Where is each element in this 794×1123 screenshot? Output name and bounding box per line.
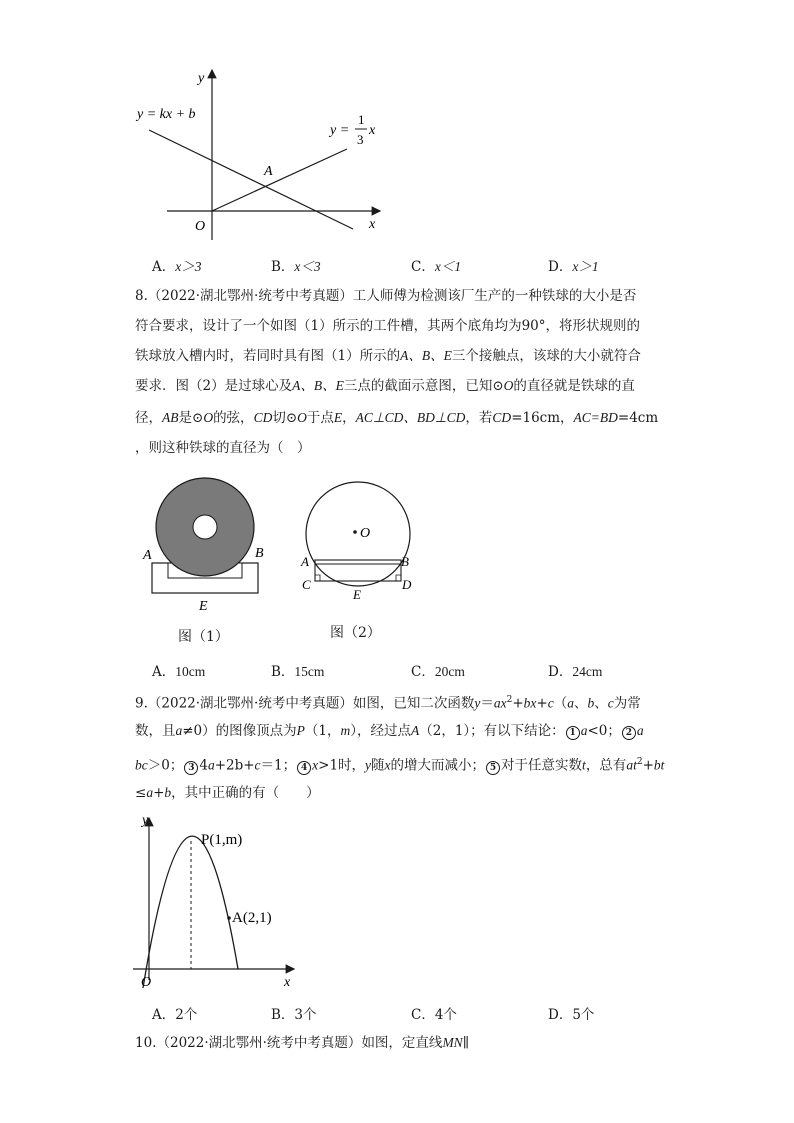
q9-line-4: ≤a+b，其中正确的有（ ） [135, 785, 320, 801]
line-third-x [212, 149, 347, 211]
circled-3: 3 [184, 761, 198, 775]
fig2-label-e: E [353, 587, 361, 602]
point-a-label: A [264, 164, 273, 179]
fig2-label-o: O [360, 526, 371, 541]
q8-line-2: 符合要求，设计了一个如图（1）所示的工件槽，其两个底角均为90°，将形状规则的 [135, 318, 641, 334]
line1-label: y = kx + b [137, 107, 196, 122]
option-a[interactable]: A．2个 [152, 1007, 198, 1023]
q9-line-2: 数，且a≠0）的图像顶点为P（1，m），经过点A（2，1）；有以下结论： 1 a<0； 2 a [135, 723, 644, 739]
y-label: y [142, 813, 149, 828]
option-c[interactable]: C．x＜1 [411, 259, 462, 275]
line2-lhs: y = [330, 123, 350, 138]
option-c[interactable]: C．4个 [411, 1007, 457, 1023]
option-a[interactable]: A．10cm [152, 664, 206, 680]
point-a-label: A(2,1) [232, 910, 272, 926]
x-axis-label: x [369, 217, 376, 232]
q7-graph [125, 62, 395, 247]
x-label: x [284, 975, 291, 990]
option-b[interactable]: B．x＜3 [271, 259, 321, 275]
fig2-label-a: A [301, 554, 309, 569]
parabola [143, 836, 238, 988]
option-a[interactable]: A．x＞3 [152, 259, 202, 275]
fig1-label-a: A [143, 548, 152, 563]
option-d[interactable]: D．x＞1 [548, 259, 599, 275]
q9-line-3: bc＞0； 3 4a+2b+c＝1； 4 x>1时，y随x的增大而减小； 5 对于任意实数t，总有$at^2+bt$ [135, 757, 665, 774]
circled-4: 4 [297, 761, 311, 775]
y-axis-label: y [198, 71, 205, 86]
fig2-label-d: D [402, 577, 412, 592]
q8-line-5: 径，AB是⊙O的弦，CD切⊙O于点E，AC⊥CD、BD⊥CD，若CD=16cm，AC=BD=4cm [135, 410, 659, 426]
line-kx-b [149, 130, 353, 229]
fig2-label-b: B [401, 554, 409, 569]
q8-figure-1 [140, 470, 275, 650]
option-b[interactable]: B．3个 [271, 1007, 317, 1023]
origin-label: O [195, 219, 206, 234]
line2-num: 1 [358, 112, 365, 127]
q8-fig2-caption: 图（2） [330, 625, 381, 641]
origin-label: O [141, 975, 152, 990]
option-d[interactable]: D．24cm [548, 664, 603, 680]
fig1-label-e: E [199, 599, 208, 614]
option-d[interactable]: D．5个 [548, 1007, 595, 1023]
option-c[interactable]: C．20cm [411, 664, 465, 680]
question-10: 10.（2022·湖北鄂州·统考中考真题）如图，定直线MN∥ [135, 1035, 469, 1051]
line2-den: 3 [357, 132, 364, 147]
vertex-label: P(1,m) [201, 832, 243, 848]
q8-line-6: ，则这种铁球的直径为（ ） [135, 440, 311, 456]
fig1-label-b: B [255, 546, 264, 561]
q8-line-4: 要求．图（2）是过球心及A、B、E三点的截面示意图，已知⊙O的直径就是铁球的直 [135, 378, 635, 394]
q9-line-1: 9.（2022·湖北鄂州·统考中考真题）如图，已知二次函数$y=ax^2+bx+c(a$、b、c为常 [135, 695, 641, 712]
q8-line-3: 铁球放入槽内时，若同时具有图（1）所示的A、B、E三个接触点，该球的大小就符合 [135, 348, 641, 364]
circled-1: 1 [566, 726, 580, 740]
circled-2: 2 [622, 726, 636, 740]
q8-line-1: 8.（2022·湖北鄂州·统考中考真题）工人师傅为检测该厂生产的一种铁球的大小是否 [135, 288, 637, 304]
fig2-label-c: C [302, 577, 311, 592]
option-b[interactable]: B．15cm [271, 664, 325, 680]
line2-var: x [369, 123, 376, 138]
q8-figure-2 [298, 478, 418, 608]
q9-parabola-graph [128, 810, 308, 990]
circled-5: 5 [486, 761, 500, 775]
q8-fig1-caption: 图（1） [178, 629, 229, 645]
